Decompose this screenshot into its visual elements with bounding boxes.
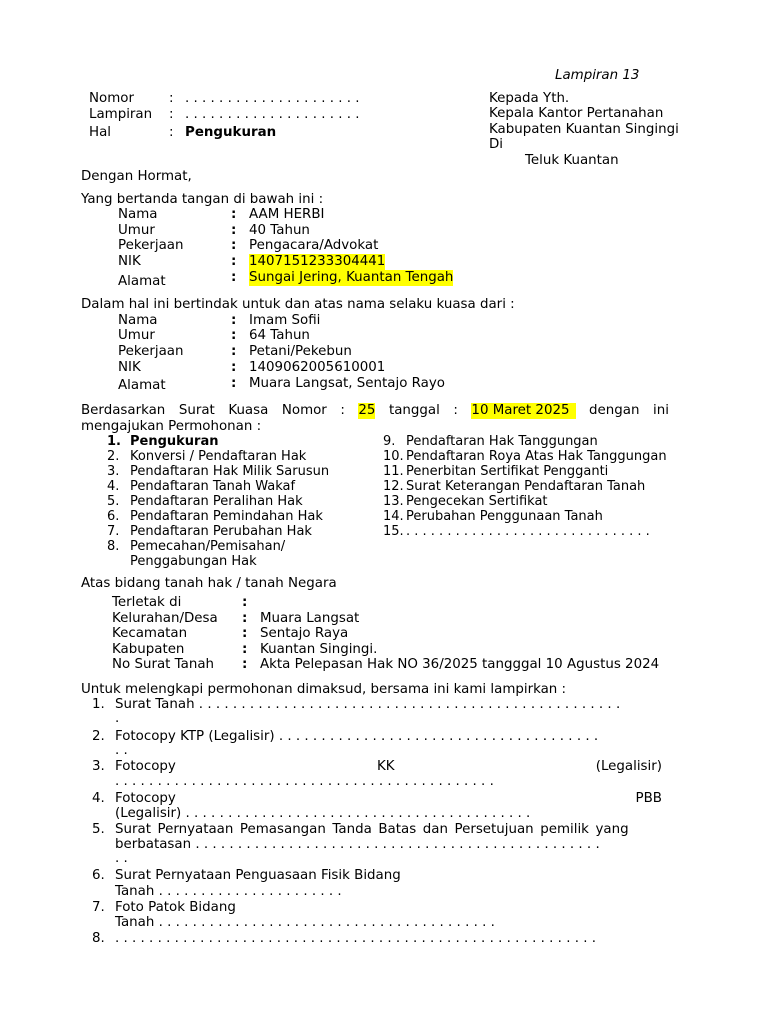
field-label: Kecamatan [112, 626, 188, 641]
list-item: Surat Tanah . . . . . . . . . . . . . . . . . . . . . . . . . . . . . . . . . . . . . . . . . . . . . . . . . . [115, 697, 621, 712]
list-item: Pengukuran [130, 434, 219, 449]
word: PBB [635, 791, 662, 806]
list-item-continuation: . [115, 711, 120, 726]
nomor-value: . . . . . . . . . . . . . . . . . . . . . [185, 91, 360, 106]
list-number: 6. [107, 509, 120, 524]
colon: : [169, 107, 174, 122]
list-item: Pendaftaran Hak Tanggungan [406, 434, 598, 449]
colon: : [242, 595, 248, 610]
colon: : [231, 238, 237, 253]
principal-name: Imam Sofii [249, 313, 321, 328]
nomor-label: Nomor [89, 91, 134, 106]
signer-age: 40 Tahun [249, 223, 310, 238]
field-label: Kabupaten [112, 642, 185, 657]
list-number: 1. [107, 434, 121, 449]
list-item-continuation: (Legalisir) . . . . . . . . . . . . . . . . . . . . . . . . . . . . . . . . . . . . . . . . . [115, 806, 531, 821]
field-label: Terletak di [112, 595, 182, 610]
colon: : [242, 611, 248, 626]
colon: : [242, 657, 248, 672]
list-item: Surat Pernyataan Penguasaan Fisik Bidang [115, 868, 401, 883]
hal-label: Hal [89, 125, 111, 140]
list-number: 6. [92, 868, 105, 883]
hal-value: Pengukuran [185, 125, 277, 140]
list-number: 3. [92, 759, 105, 774]
principal-nik: 1409062005610001 [249, 360, 386, 375]
word: Fotocopy [115, 759, 176, 774]
list-number: 8. [92, 931, 105, 946]
list-number: 1. [92, 697, 105, 712]
colon: : [231, 344, 237, 359]
list-number: 5. [92, 822, 105, 837]
colon: : [231, 376, 237, 391]
colon: : [231, 254, 237, 269]
list-item: . . . . . . . . . . . . . . . . . . . . . . . . . . . . . . . . . . . . . . . . . . . . . . . . . . . . . . . . . [115, 931, 596, 946]
list-item: Pendaftaran Pemindahan Hak [130, 509, 323, 524]
list-number: 5. [107, 494, 120, 509]
colon: : [231, 270, 237, 285]
list-number: 4. [107, 479, 120, 494]
colon: : [453, 403, 458, 418]
basis-word: ini [653, 403, 669, 418]
colon: : [231, 223, 237, 238]
recipient-line: Kepada Yth. [489, 91, 570, 106]
list-number: 13. [383, 494, 404, 509]
field-label: Umur [118, 328, 155, 343]
list-item: . . . . . . . . . . . . . . . . . . . . . . . . . . . . . . [406, 524, 650, 539]
signer-intro: Yang bertanda tangan di bawah ini : [81, 192, 324, 207]
list-item: Konversi / Pendaftaran Hak [130, 449, 307, 464]
land-district: Sentajo Raya [260, 626, 349, 641]
field-label: Kelurahan/Desa [112, 611, 218, 626]
proxy-intro: Dalam hal ini bertindak untuk dan atas nama selaku kuasa dari : [81, 297, 515, 312]
field-label: NIK [118, 254, 141, 269]
list-item-continuation: . . [115, 743, 128, 758]
colon: : [231, 328, 237, 343]
list-number: 12. [383, 479, 404, 494]
basis-line [81, 403, 669, 419]
recipient-line: Kabupaten Kuantan Singingi [489, 122, 679, 137]
signer-address: Sungai Jering, Kuantan Tengah [249, 270, 454, 285]
field-label: Nama [118, 313, 158, 328]
list-number: 11. [383, 464, 404, 479]
list-item: Pendaftaran Perubahan Hak [130, 524, 312, 539]
list-item [115, 759, 662, 775]
list-number: 7. [92, 900, 105, 915]
field-label: Alamat [118, 378, 166, 393]
basis-word: tanggal [388, 403, 440, 418]
power-of-attorney-number: 25 [358, 403, 376, 418]
colon: : [231, 313, 237, 328]
word: KK [377, 759, 395, 774]
field-label: No Surat Tanah [112, 657, 215, 672]
list-item: Surat Keterangan Pendaftaran Tanah [406, 479, 646, 494]
word: Fotocopy [115, 791, 176, 806]
word: (Legalisir) [595, 759, 662, 774]
list-item: Surat Pernyataan Pemasangan Tanda Batas dan Persetujuan pemilik yang [115, 822, 629, 837]
list-number: 9. [383, 434, 396, 449]
colon: : [340, 403, 345, 418]
list-number: 2. [107, 449, 120, 464]
land-intro: Atas bidang tanah hak / tanah Negara [81, 576, 337, 591]
land-certificate: Akta Pelepasan Hak NO 36/2025 tangggal 10 Agustus 2024 [260, 657, 660, 672]
field-label: Umur [118, 223, 155, 238]
lampiran-label: Lampiran 13 [555, 68, 640, 83]
signer-name: AAM HERBI [249, 207, 325, 222]
basis-word: Surat [178, 403, 215, 418]
basis-word: Kuasa [228, 403, 269, 418]
colon: : [231, 207, 237, 222]
list-item: Foto Patok Bidang [115, 900, 236, 915]
lampiran-field-value: . . . . . . . . . . . . . . . . . . . . . [185, 107, 360, 122]
list-number: 10. [383, 449, 404, 464]
list-item: Fotocopy KTP (Legalisir) . . . . . . . . . . . . . . . . . . . . . . . . . . . . . . . . . . . . . . [115, 729, 599, 744]
list-item-continuation: . . [115, 851, 128, 866]
colon: : [169, 125, 174, 140]
list-item: Penerbitan Sertifikat Pengganti [406, 464, 609, 479]
list-item: Pengecekan Sertifikat [406, 494, 548, 509]
list-number: 8. [107, 539, 120, 554]
list-item: Perubahan Penggunaan Tanah [406, 509, 603, 524]
power-of-attorney-date: 10 Maret 2025 [471, 403, 575, 419]
colon: : [242, 626, 248, 641]
list-item [115, 791, 662, 807]
principal-occupation: Petani/Pekebun [249, 344, 352, 359]
list-item: Pendaftaran Peralihan Hak [130, 494, 303, 509]
field-label: Pekerjaan [118, 238, 184, 253]
principal-age: 64 Tahun [249, 328, 310, 343]
list-number: 15. [383, 524, 404, 539]
list-item: Pemecahan/Pemisahan/ [130, 539, 286, 554]
colon: : [231, 360, 237, 375]
colon: : [242, 642, 248, 657]
list-number: 4. [92, 791, 105, 806]
list-number: 14. [383, 509, 404, 524]
salutation: Dengan Hormat, [81, 169, 192, 184]
signer-occupation: Pengacara/Advokat [249, 238, 379, 253]
basis-word: dengan [589, 403, 640, 418]
list-number: 2. [92, 729, 105, 744]
list-item: Pendaftaran Hak Milik Sarusun [130, 464, 330, 479]
list-item-continuation: . . . . . . . . . . . . . . . . . . . . . . . . . . . . . . . . . . . . . . . . . . . . . [115, 774, 494, 789]
field-label: NIK [118, 360, 141, 375]
list-item: Pendaftaran Tanah Wakaf [130, 479, 296, 494]
list-item-continuation: berbatasan . . . . . . . . . . . . . . . . . . . . . . . . . . . . . . . . . . . . . . . . . . . . . . . . [115, 837, 600, 852]
attachments-intro: Untuk melengkapi permohonan dimaksud, bersama ini kami lampirkan : [81, 682, 567, 697]
recipient-line: Teluk Kuantan [525, 153, 619, 168]
list-number: 7. [107, 524, 120, 539]
field-label: Pekerjaan [118, 344, 184, 359]
signer-nik: 1407151233304441 [249, 254, 386, 269]
list-item-continuation: Penggabungan Hak [130, 554, 257, 569]
basis-line-2: mengajukan Permohonan : [81, 419, 262, 434]
field-label: Nama [118, 207, 158, 222]
recipient-line: Di [489, 137, 504, 152]
list-item-continuation: Tanah . . . . . . . . . . . . . . . . . . . . . . . . . . . . . . . . . . . . . . . . [115, 915, 495, 930]
lampiran-field-label: Lampiran [89, 107, 153, 122]
land-village: Muara Langsat [260, 611, 360, 626]
field-label: Alamat [118, 274, 166, 289]
basis-word: Berdasarkan [81, 403, 166, 418]
principal-address: Muara Langsat, Sentajo Rayo [249, 376, 445, 391]
basis-word: Nomor [281, 403, 327, 418]
land-regency: Kuantan Singingi. [260, 642, 378, 657]
recipient-line: Kepala Kantor Pertanahan [489, 106, 664, 121]
list-item-continuation: Tanah . . . . . . . . . . . . . . . . . . . . . . [115, 884, 342, 899]
colon: : [169, 91, 174, 106]
list-number: 3. [107, 464, 120, 479]
list-item: Pendaftaran Roya Atas Hak Tanggungan [406, 449, 667, 464]
